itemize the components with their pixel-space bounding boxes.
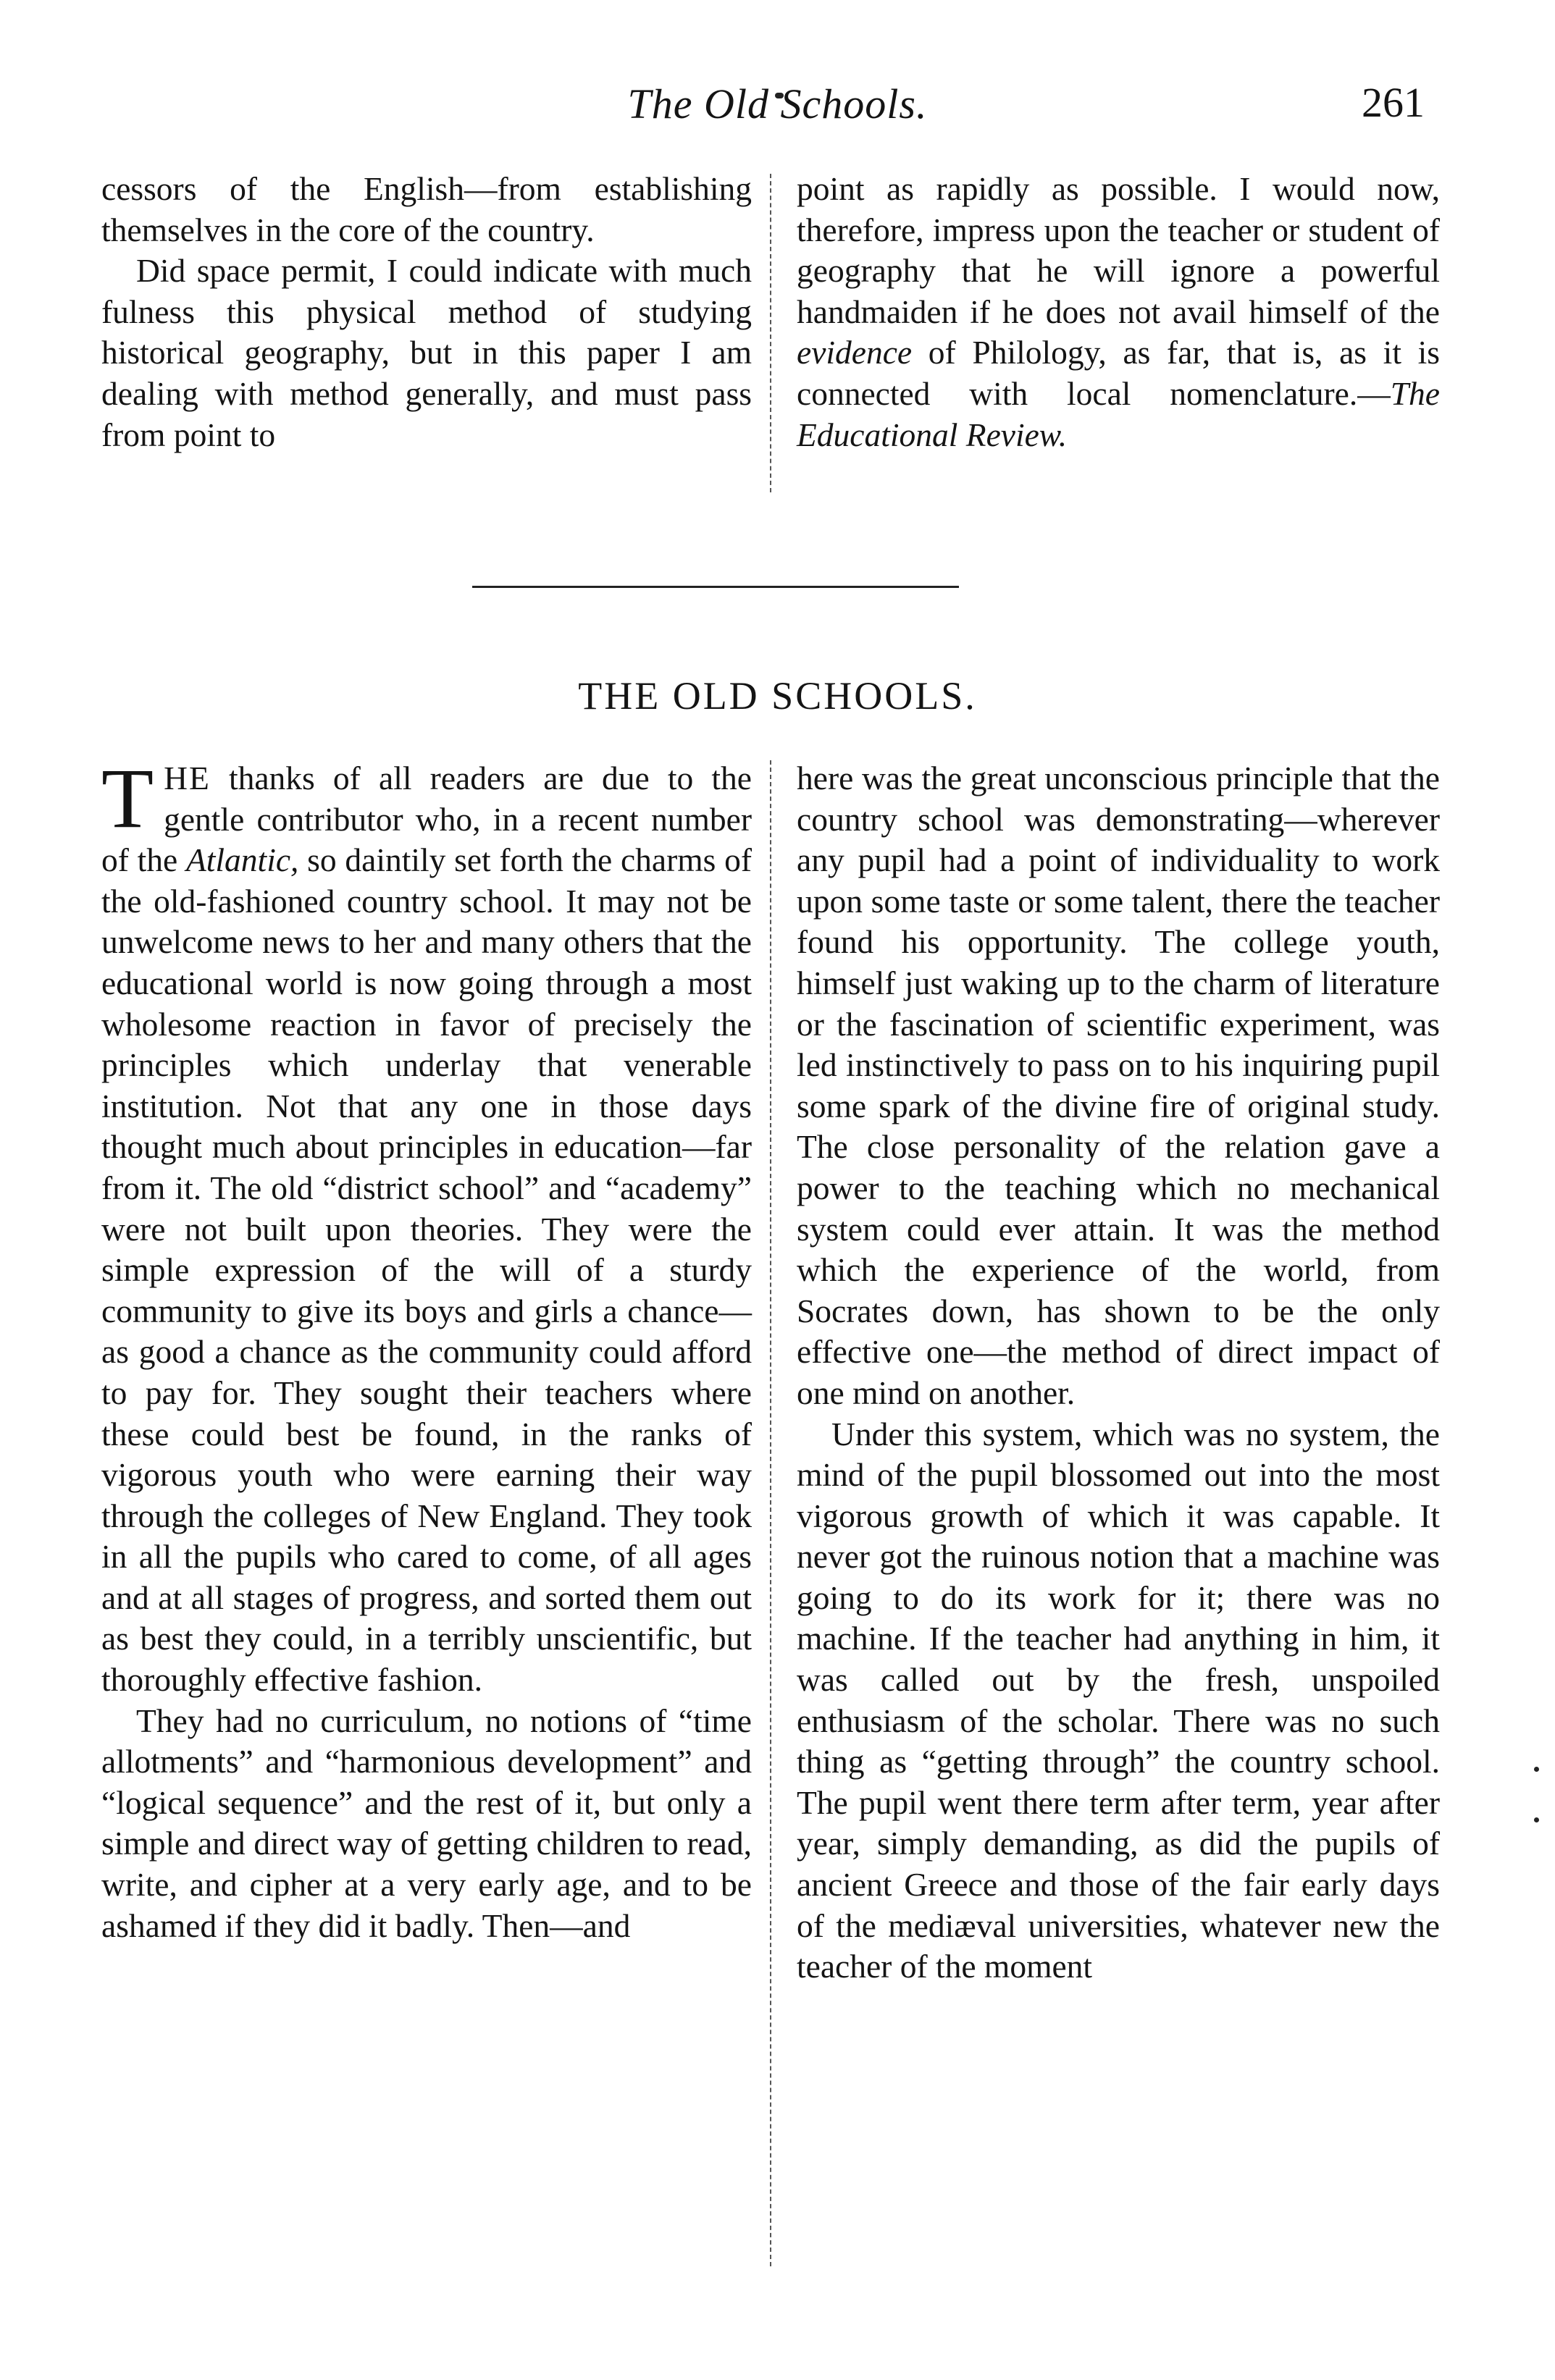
column-divider — [770, 174, 771, 492]
text-run: of Philology, as far, that is, as it is connected with local nomenclature.— — [797, 334, 1440, 412]
opening-words: HE — [164, 760, 211, 796]
opening-paragraph — [101, 751, 752, 1701]
running-header — [0, 72, 1555, 138]
page-number: 261 — [1362, 79, 1425, 126]
paragraph — [797, 169, 1440, 455]
text-run: so daintily set forth the charms of the old-fashioned country school. It may not be unwelcome news to her and many others that the educational world is now going through a most wholesome reaction in favor of precisely the principles which underlay that venerable institution. Not that any one in those days thought much about principles in education—far from it. The old “district school” and “academy” were not built upon theories. They were the simple expression of the will of a sturdy community to give its boys and girls a chance—as good a chance as the community could afford to pay for. They sought their teachers where these could best be found, in the ranks of vigorous youth who were earning their way through the colleges of New England. They took in all the pupils who cared to come, of all ages and at all stages of progress, and sorted them out as best they could, in a terribly unscientific, but thoroughly effective fashion. — [101, 841, 752, 1699]
paragraph: Under this system, which was no system, the mind of the pupil blossomed out into the most vigorous growth of which it was capable. It never got the ruinous notion that a machine was going to do its work for it; there was no machine. If the teacher had anything in him, it was called out by the fresh, unspoiled enthusiasm of the scholar. There was no such thing as “getting through” the country school. The pupil went there term after term, year after year, simply demanding, as did the pupils of ancient Greece and those of the fair early days of the mediæval universities, whatever new the teacher of the moment — [797, 1415, 1440, 1985]
drop-cap: T — [101, 751, 154, 846]
article-left-column — [101, 751, 752, 1946]
paragraph: They had no curriculum, no notions of “time allotments” and “harmonious development” and “logical sequence” and the rest of it, but only a simple and direct way of getting children to read, write, and cipher at a very early age, and to be ashamed if they did it badly. Then—and — [101, 1702, 752, 1944]
previous-article-right-column — [797, 169, 1440, 455]
article-title: THE OLD SCHOOLS. — [578, 674, 977, 718]
column-divider — [770, 760, 771, 2266]
margin-speck — [1534, 1767, 1539, 1772]
paragraph: here was the great unconscious principle that the country school was demonstrating—wherever any pupil had a point of individuality to work upon some taste or some talent, there the teacher found his opportunity. The college youth, himself just waking up to the charm of literature or the fascination of scientific experiment, was led instinctively to pass on to his inquiring pupil some spark of the divine fire of original study. The close personality of the relation gave a power to the teaching which no mechanical system could ever attain. It was the method which the experience of the world, from Socrates down, has shown to be the only effective one—the method of direct impact of one mind on another. — [797, 760, 1440, 1411]
paragraph: Did space permit, I could indicate with much fulness this physical method of studying historical geography, but in this paper I am dealing with method generally, and must pass from point to — [101, 252, 752, 453]
italic-title: Atlantic, — [185, 841, 299, 879]
source-citation: The Educational Review. — [797, 374, 1440, 453]
text-run: thanks of all readers are due to the gentle contributor who, in a recent number of the — [101, 760, 752, 879]
italic-word: evidence — [797, 334, 913, 371]
section-divider-rule — [472, 586, 959, 588]
running-title: The Old Schools. — [627, 80, 928, 127]
text-run: point as rapidly as possible. I would now, therefore, impress upon the teacher or student of geography that he will ignore a powerful handmaiden if he does not avail himself of the — [797, 170, 1440, 330]
paragraph: cessors of the English—from establishing themselves in the core of the country. — [101, 170, 752, 248]
previous-article-left-column — [101, 169, 752, 455]
margin-speck — [1534, 1817, 1539, 1822]
article-right-column — [797, 758, 1440, 1988]
